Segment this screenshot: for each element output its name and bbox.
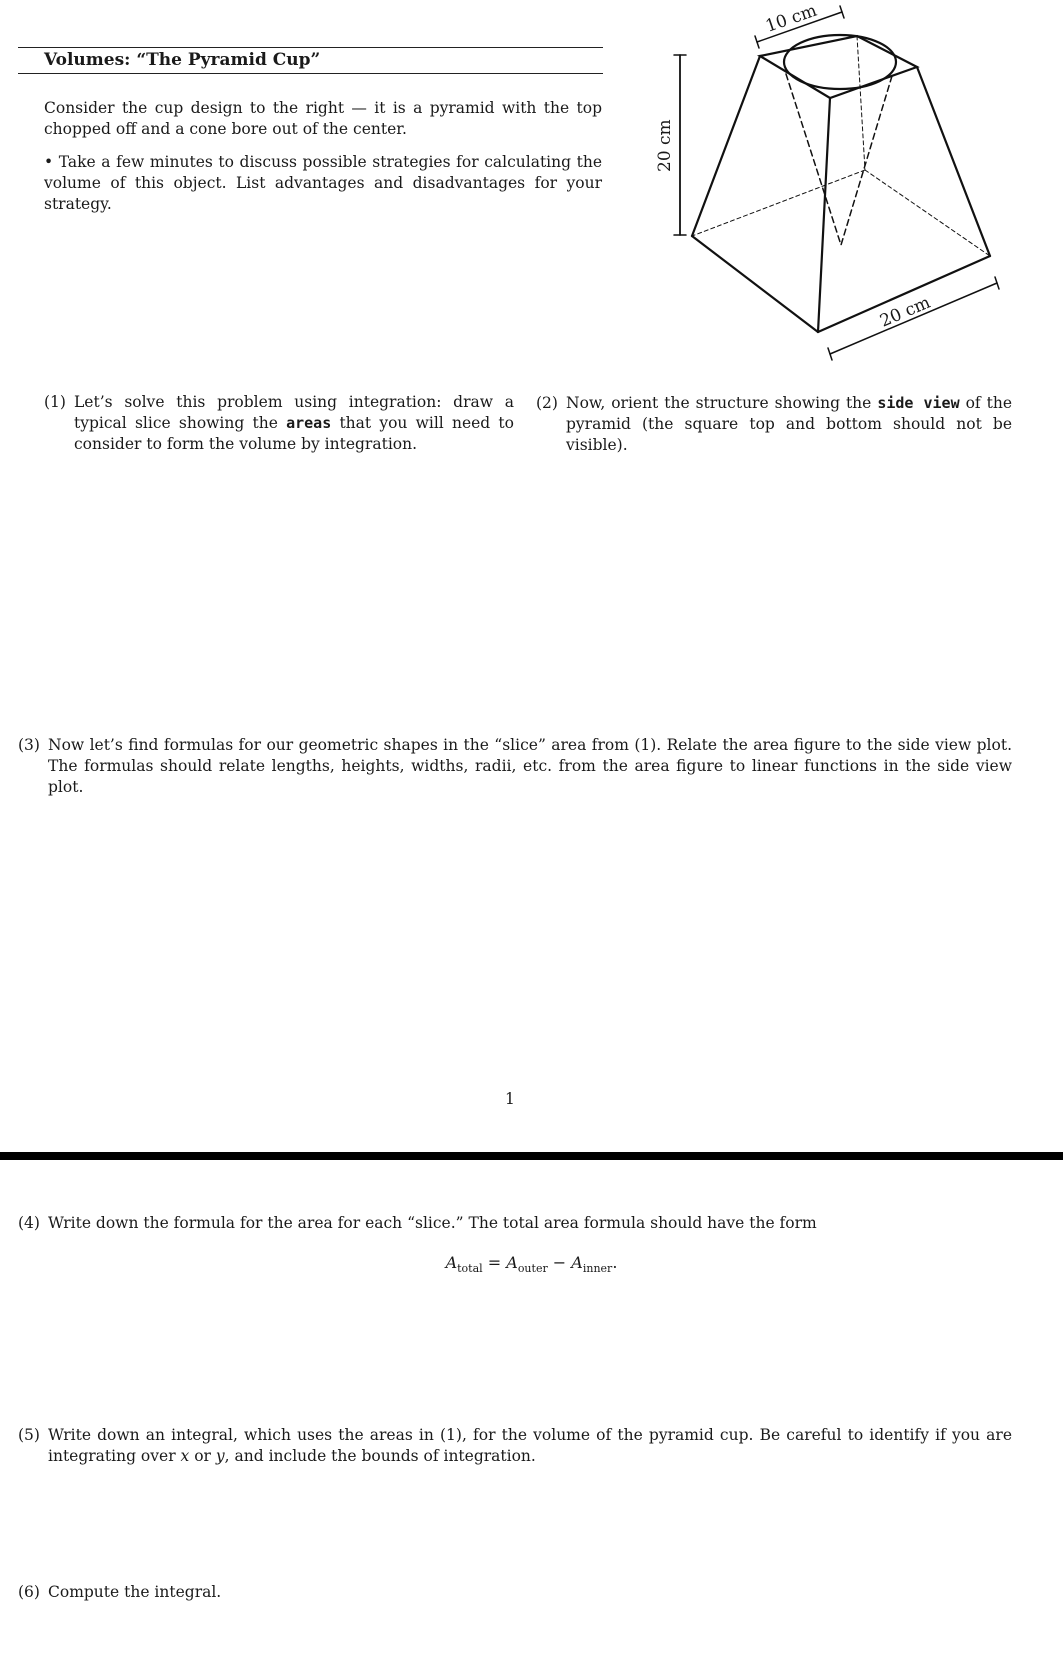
page-title: Volumes: “The Pyramid Cup” <box>44 50 321 70</box>
question-number: (2) <box>536 394 558 412</box>
question-number: (3) <box>18 736 40 754</box>
question-text: Now, orient the structure showing the side view of the pyramid (the square top and bottom should not be visible). <box>566 394 1012 454</box>
question-text: Write down the formula for the area for each “slice.” The total area formula should have the form <box>48 1214 817 1232</box>
emphasis: areas <box>286 414 332 432</box>
base-width-label: 20 cm <box>877 292 934 332</box>
inner-cone <box>786 74 892 245</box>
question-text: Now let’s find formulas for our geometric shapes in the “slice” area from (1). Relate the area figure to the side view plot. The formulas should relate lengths, heights, widths, radii, etc. from the area figure to linear functions in the side view plot. <box>48 736 1012 796</box>
question-text: Compute the integral. <box>48 1583 222 1601</box>
page-number: 1 <box>505 1090 515 1108</box>
emphasis: side view <box>877 394 960 412</box>
height-label: 20 cm <box>655 119 675 172</box>
question-text: Let’s solve this problem using integration: draw a typical slice showing the areas that you will need to consider to form the volume by integration. <box>74 393 514 453</box>
question-number: (1) <box>44 393 66 411</box>
question-number: (4) <box>18 1214 40 1232</box>
question-text: Write down an integral, which uses the areas in (1), for the volume of the pyramid cup. Be careful to identify if you are integrating over x or y, and include the bounds of integration. <box>48 1426 1012 1465</box>
top-opening-circle <box>784 35 896 89</box>
top-width-label: 10 cm <box>763 0 820 37</box>
pyramid-cup-figure <box>0 0 1063 380</box>
intro-paragraph: Consider the cup design to the right — it is a pyramid with the top chopped off and a cone bore out of the center. <box>44 99 602 138</box>
page-divider <box>0 1152 1063 1160</box>
question-number: (6) <box>18 1583 40 1601</box>
question-number: (5) <box>18 1426 40 1444</box>
strategy-bullet: • Take a few minutes to discuss possible strategies for calculating the volume of this object. List advantages and disadvantages for your strategy. <box>44 153 602 213</box>
area-formula: $A_{total} = A_{outer} - A_{inner}$. <box>445 1253 618 1276</box>
